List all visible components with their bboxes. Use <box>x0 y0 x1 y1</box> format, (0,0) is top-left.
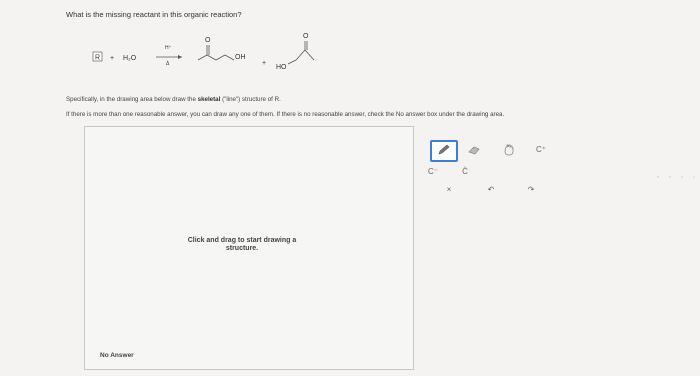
pencil-icon <box>437 144 451 158</box>
instructions <box>66 92 504 122</box>
reaction-scheme <box>90 33 350 80</box>
instruction-line-1: Specifically, in the drawing area below draw the skeletal ("line") structure of R. <box>66 96 281 103</box>
plus-sign: + <box>110 55 115 62</box>
reaction-arrow <box>156 45 182 67</box>
redo-button[interactable]: ↷ <box>527 184 535 194</box>
pencil-tool[interactable] <box>430 140 458 162</box>
carbonyl-oxygen-1: O <box>205 37 211 44</box>
product-2 <box>276 33 314 71</box>
clear-button[interactable]: × <box>446 184 452 194</box>
hydroxyl-ho: HO <box>276 64 287 71</box>
drawing-hint: Click and drag to start drawing a structure. <box>187 237 297 252</box>
reactant-r-label: R <box>95 54 101 62</box>
carbanion-tool[interactable]: C⁻ <box>428 166 438 176</box>
hand-tool[interactable] <box>498 144 520 158</box>
reactant-r-box <box>93 52 102 62</box>
no-answer-checkbox[interactable]: No Answer <box>100 352 134 359</box>
eraser-icon <box>467 145 481 157</box>
drawing-toolbar <box>424 138 564 198</box>
hand-icon <box>502 144 516 158</box>
heat-label: Δ <box>166 61 170 67</box>
hydroxyl-oh: OH <box>235 54 246 61</box>
instruction-line-2: If there is more than one reasonable answer, you can draw any one of them. If there is no reasonable answer, check the No answer box under the drawing area. <box>66 111 505 118</box>
question-text: What is the missing reactant in this organic reaction? <box>66 10 242 19</box>
plus-sign-2: + <box>262 60 267 67</box>
product-propanoic-acid <box>198 37 246 61</box>
water-formula: H₂O <box>123 55 137 62</box>
undo-button[interactable]: ↶ <box>487 184 495 194</box>
carbocation-tool[interactable]: C⁺ <box>536 144 546 154</box>
catalyst-label: H⁺ <box>165 45 172 51</box>
carbonyl-oxygen-2: O <box>303 33 309 40</box>
eraser-tool[interactable] <box>463 144 485 158</box>
lone-pair-tool[interactable]: C̈ <box>462 166 468 176</box>
background-dots <box>650 170 700 184</box>
